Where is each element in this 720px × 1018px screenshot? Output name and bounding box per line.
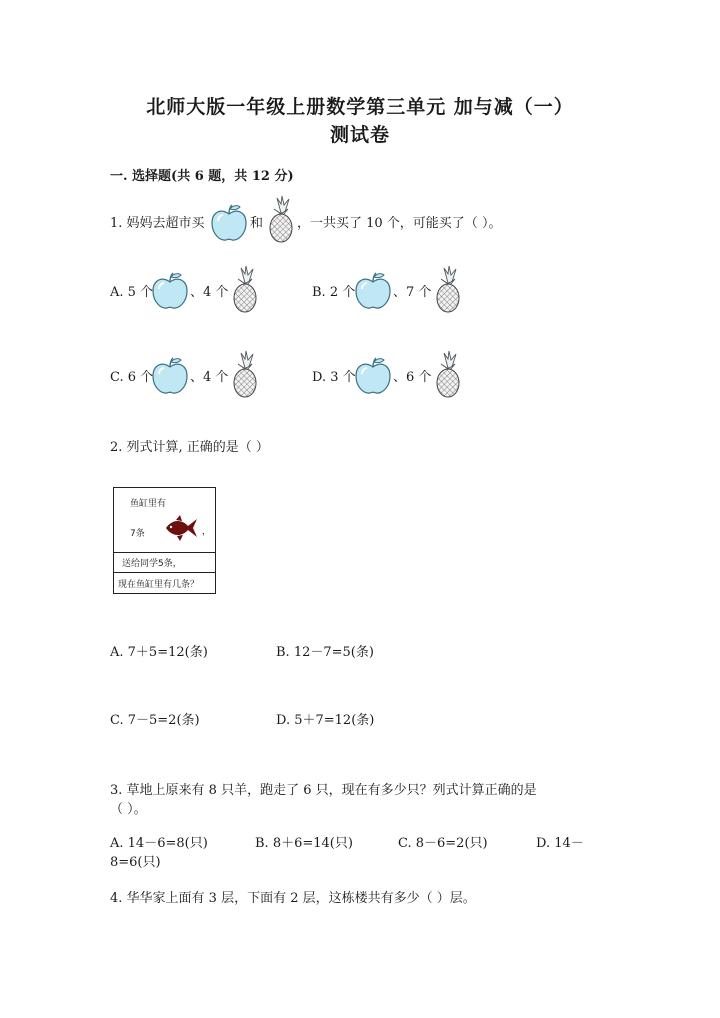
pineapple-icon: [230, 265, 260, 313]
q1-option-c[interactable]: [110, 366, 153, 385]
fish-icon: [162, 515, 200, 541]
page-title: 北师大版一年级上册数学第三单元 加与减（一）: [146, 96, 574, 118]
q1-option-b-rest: 、7 个: [393, 285, 432, 300]
q2-option-c[interactable]: C. 7－5=2(条): [110, 713, 200, 728]
q1-option-a-rest: 、4 个: [190, 285, 229, 300]
q3-option-b[interactable]: B. 8＋6=14(只): [255, 836, 353, 851]
q3-option-a[interactable]: A. 14－6=8(只): [110, 836, 208, 851]
q2-option-d[interactable]: D. 5＋7=12(条): [276, 713, 375, 728]
box-divider: [114, 552, 215, 553]
option-label: C. 6 个: [110, 370, 154, 385]
q3-text-cont: （ ）。: [110, 802, 147, 817]
q1-text-start: 1. 妈妈去超市买: [110, 216, 205, 231]
q1-option-a[interactable]: [110, 281, 153, 300]
q3-text: 3. 草地上原来有 8 只羊，跑走了 6 只，现在有多少只？列式计算正确的是: [110, 783, 537, 798]
q3-option-c[interactable]: C. 8－6=2(只): [398, 836, 488, 851]
section-heading: 一. 选择题(共 6 题，共 12 分): [110, 169, 294, 184]
box-comma: ，: [202, 527, 212, 537]
pineapple-icon: [266, 195, 296, 243]
q4-text: 4. 华华家上面有 3 层，下面有 2 层，这栋楼共有多少（ ）层。: [110, 891, 476, 906]
box-line2: 7条: [130, 529, 145, 539]
apple-icon: [150, 356, 190, 396]
q1-option-d-rest: 、6 个: [393, 370, 432, 385]
q2-text: 2. 列式计算, 正确的是（ ）: [110, 440, 269, 455]
q1-option-b[interactable]: [312, 281, 355, 300]
q2-picture-box: [113, 487, 216, 594]
apple-icon: [353, 271, 393, 311]
box-line1: 鱼缸里有: [130, 499, 167, 509]
q1-option-d[interactable]: [312, 366, 356, 385]
box-divider: [114, 572, 215, 573]
option-label: B. 2 个: [312, 285, 356, 300]
apple-icon: [353, 356, 393, 396]
box-line4: 现在鱼缸里有几条？: [118, 580, 200, 590]
option-label: A. 5 个: [110, 285, 154, 300]
q1-text-end: ，一共买了 10 个，可能买了（ ）。: [297, 216, 502, 231]
page-subtitle: 测试卷: [329, 124, 390, 146]
pineapple-icon: [433, 350, 463, 398]
q3-option-d-cont: 8=6(只): [110, 855, 161, 870]
q1-text-and: 和: [250, 216, 264, 231]
pineapple-icon: [230, 350, 260, 398]
q3-option-d[interactable]: D. 14－: [536, 836, 584, 851]
q2-option-b[interactable]: B. 12－7=5(条): [276, 645, 374, 660]
option-label: D. 3 个: [312, 370, 356, 385]
apple-icon: [150, 271, 190, 311]
apple-icon: [209, 203, 249, 243]
box-line3: 送给同学5条，: [122, 559, 182, 569]
pineapple-icon: [433, 265, 463, 313]
q1-option-c-rest: 、4 个: [190, 370, 229, 385]
q2-option-a[interactable]: A. 7＋5=12(条): [110, 645, 208, 660]
